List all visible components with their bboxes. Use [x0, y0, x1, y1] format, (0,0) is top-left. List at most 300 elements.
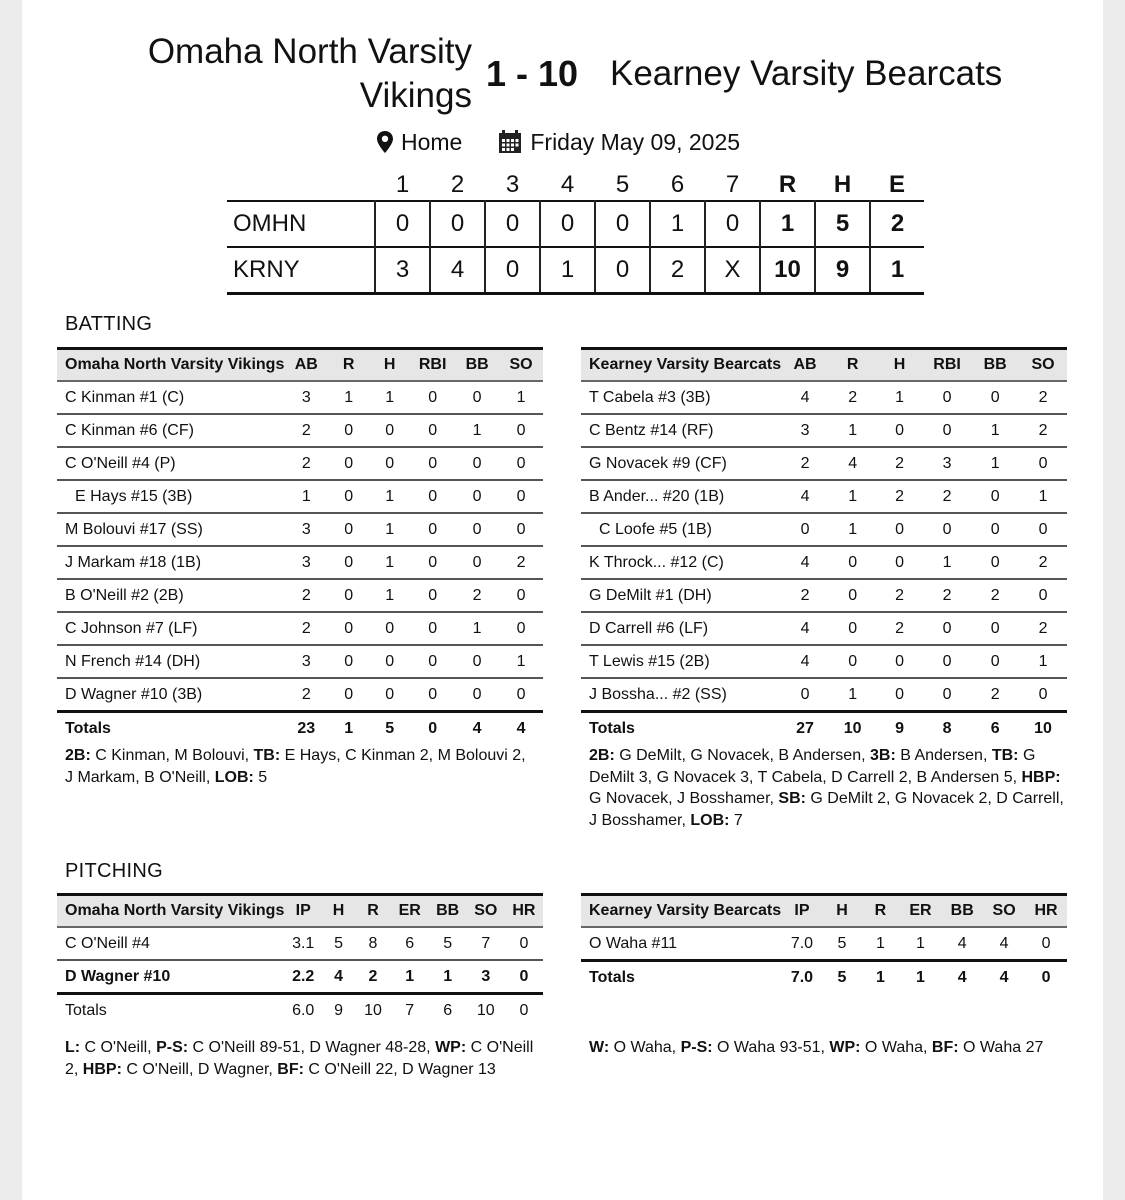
note-value: 7: [729, 811, 743, 829]
box-score-page: [22, 0, 1103, 1200]
totals-value: 6: [971, 712, 1019, 745]
stat-value: 0: [971, 612, 1019, 645]
inning-score: 0: [595, 201, 650, 247]
stat-col-header: AB: [284, 349, 328, 382]
stat-value: 2: [781, 579, 829, 612]
totals-value: 6.0: [284, 994, 322, 1027]
note-key: WP:: [829, 1039, 861, 1056]
stat-value: 0: [328, 546, 369, 579]
linescore-col-header: H: [833, 171, 852, 198]
stat-value: 2: [455, 579, 499, 612]
stat-value: 0: [410, 612, 455, 645]
note-value: O Waha 93-51,: [712, 1039, 830, 1056]
stat-value: 0: [876, 546, 923, 579]
linescore-col-header: 4: [560, 171, 575, 198]
stat-value: 7.0: [790, 934, 814, 952]
stat-value: 0: [455, 645, 499, 678]
stat-col-header: BB: [941, 895, 983, 928]
stat-value: 0: [328, 480, 369, 513]
totals-value: 1: [900, 961, 942, 994]
note-key: 2B:: [65, 747, 91, 764]
player-row: [581, 645, 1067, 678]
stat-value: 0: [369, 612, 410, 645]
stat-value: 0: [410, 447, 455, 480]
stat-value: 0: [876, 513, 923, 546]
totals-value: 9: [876, 712, 923, 745]
stat-value: 0: [1019, 447, 1067, 480]
stat-value: 1: [923, 546, 971, 579]
note-key: 2B:: [589, 747, 615, 764]
player-row: [57, 381, 543, 414]
stat-value: 0: [455, 381, 499, 414]
stat-value: 0: [328, 645, 369, 678]
pitching-section-title: PITCHING: [65, 860, 163, 882]
stat-value: 1: [499, 381, 543, 414]
linescore-col-header: E: [888, 171, 905, 198]
linescore-col-header: 5: [615, 171, 630, 198]
stat-value: 3: [481, 967, 491, 985]
note-key: BF:: [931, 1039, 959, 1056]
note-value: 5: [253, 768, 268, 786]
runs-total: 10: [760, 247, 815, 294]
stat-value: 0: [455, 447, 499, 480]
player-name: C Johnson #7 (LF): [57, 612, 284, 645]
stat-value: 0: [410, 513, 455, 546]
linescore-col-header: R: [778, 171, 797, 198]
totals-value: 0: [505, 994, 543, 1027]
note-key: L:: [65, 1039, 81, 1056]
stat-value: 0: [923, 513, 971, 546]
note-key: LOB:: [214, 768, 254, 786]
stat-col-header: HR: [505, 895, 543, 928]
stat-value: 4: [999, 934, 1009, 952]
player-name: K Throck... #12 (C): [581, 546, 781, 579]
stat-value: 2: [284, 612, 328, 645]
totals-value: 7.0: [781, 961, 823, 994]
stat-value: 1: [875, 934, 885, 952]
note-key: TB:: [991, 747, 1019, 764]
note-value: C O'Neill 2,: [65, 1039, 534, 1078]
stat-value: 0: [971, 480, 1019, 513]
stat-value: 4: [957, 934, 967, 952]
stat-value: 0: [895, 685, 905, 703]
player-row: [57, 447, 543, 480]
stat-value: 1: [369, 480, 410, 513]
player-name: J Markam #18 (1B): [57, 546, 284, 579]
away-batting-table: [581, 347, 1067, 744]
linescore-row: [227, 201, 924, 247]
home-pitching-notes: [65, 1037, 535, 1080]
player-name: C Kinman #6 (CF): [57, 414, 284, 447]
stat-value: 2: [301, 685, 311, 703]
stat-value: 0: [428, 685, 438, 703]
note-key: 3B:: [870, 747, 896, 764]
linescore-team: OMHN: [233, 210, 307, 237]
stat-value: 1: [915, 934, 925, 952]
player-name: C O'Neill #4: [57, 927, 284, 960]
stat-value: 0: [455, 513, 499, 546]
stat-col-header: BB: [455, 349, 499, 382]
stat-col-header: BB: [429, 895, 467, 928]
player-row: [57, 927, 543, 960]
note-value: B Andersen,: [895, 747, 992, 764]
stat-value: 4: [781, 381, 829, 414]
player-row: [581, 579, 1067, 612]
stat-value: 0: [328, 513, 369, 546]
stat-value: 0: [876, 645, 923, 678]
note-value: C Kinman, M Bolouvi,: [90, 747, 254, 764]
stat-value: 0: [344, 685, 354, 703]
inning-score: 0: [595, 247, 650, 294]
stat-value: 0: [1041, 934, 1051, 952]
stat-value: 5: [429, 927, 467, 960]
player-row: [57, 612, 543, 645]
home-batting-table: [57, 347, 543, 744]
stat-value: 3: [284, 546, 328, 579]
stat-value: 2: [876, 447, 923, 480]
stat-value: 2: [1019, 546, 1067, 579]
linescore-col-header: 6: [670, 171, 685, 198]
stat-value: 0: [410, 414, 455, 447]
totals-value: 1: [861, 961, 899, 994]
note-key: BF:: [277, 1060, 304, 1078]
stat-value: 0: [369, 645, 410, 678]
player-name: M Bolouvi #17 (SS): [57, 513, 284, 546]
calendar-icon: [498, 130, 522, 154]
hits-total: 5: [815, 201, 870, 247]
table-team-header: Kearney Varsity Bearcats: [581, 895, 781, 928]
away-pitching-notes: [589, 1037, 1059, 1059]
stat-value: 2: [990, 685, 1000, 703]
player-row: [57, 480, 543, 513]
totals-label: Totals: [57, 994, 284, 1027]
stat-value: 0: [385, 685, 395, 703]
stat-value: 0: [472, 685, 482, 703]
linescore-col-header: 1: [395, 171, 410, 198]
stat-value: 3: [284, 381, 328, 414]
stat-value: 2: [971, 579, 1019, 612]
stat-value: 2: [923, 480, 971, 513]
note-key: LOB:: [690, 811, 730, 829]
stat-value: 0: [942, 685, 952, 703]
stat-value: 1: [328, 381, 369, 414]
totals-value: 9: [322, 994, 355, 1027]
note-key: HBP:: [1021, 768, 1061, 786]
errors-total: 1: [870, 247, 924, 294]
player-row: [57, 546, 543, 579]
stat-value: 1: [848, 685, 858, 703]
stat-col-header: R: [829, 349, 876, 382]
stat-value: 2: [923, 579, 971, 612]
stat-value: 1: [829, 414, 876, 447]
stat-value: 0: [410, 381, 455, 414]
stat-col-header: R: [328, 349, 369, 382]
stat-col-header: H: [322, 895, 355, 928]
stat-value: 2: [499, 546, 543, 579]
player-name: O Waha #11: [589, 934, 678, 952]
stat-value: 0: [829, 546, 876, 579]
totals-row: [57, 712, 543, 745]
stat-value: 2.2: [292, 967, 315, 985]
stat-value: 2: [284, 447, 328, 480]
stat-value: 0: [923, 381, 971, 414]
stat-col-header: SO: [1019, 349, 1067, 382]
stat-col-header: BB: [971, 349, 1019, 382]
stat-value: 1: [369, 381, 410, 414]
note-value: G DeMilt, G Novacek, B Andersen,: [614, 747, 870, 764]
totals-value: 6: [429, 994, 467, 1027]
stat-value: 1: [971, 447, 1019, 480]
stat-value: 1: [369, 579, 410, 612]
player-name: T Lewis #15 (2B): [581, 645, 781, 678]
totals-value: 1: [328, 712, 369, 745]
stat-value: 2: [368, 967, 378, 985]
player-row: [57, 579, 543, 612]
game-date: Friday May 09, 2025: [530, 129, 741, 155]
player-name: D Wagner #10 (3B): [65, 685, 203, 703]
stat-value: 4: [781, 645, 829, 678]
totals-value: 0: [1025, 961, 1067, 994]
inning-score: 1: [540, 247, 595, 294]
player-row: [581, 447, 1067, 480]
stat-value: 1: [443, 967, 453, 985]
player-row: [581, 927, 1067, 961]
stat-col-header: H: [369, 349, 410, 382]
stat-value: 0: [516, 685, 526, 703]
stat-value: 0: [499, 447, 543, 480]
stat-value: 2: [1019, 414, 1067, 447]
stat-value: 5: [837, 934, 847, 952]
stat-value: 0: [369, 447, 410, 480]
note-key: TB:: [253, 747, 281, 764]
stat-value: 0: [781, 513, 829, 546]
totals-value: 5: [823, 961, 861, 994]
inning-score: 4: [430, 247, 485, 294]
stat-value: 0: [410, 579, 455, 612]
runs-total: 1: [760, 201, 815, 247]
stat-value: 0: [829, 645, 876, 678]
linescore-col-header: 3: [505, 171, 520, 198]
stat-value: 0: [328, 414, 369, 447]
stat-value: 0: [829, 612, 876, 645]
totals-value: 7: [391, 994, 429, 1027]
stat-value: 2: [876, 612, 923, 645]
stat-value: 1: [1019, 480, 1067, 513]
stat-value: 4: [781, 612, 829, 645]
totals-value: 10: [355, 994, 391, 1027]
home-batting-notes: [65, 745, 535, 788]
note-value: O Waha,: [609, 1039, 681, 1056]
stat-value: 0: [499, 414, 543, 447]
player-row: [581, 480, 1067, 513]
linescore-col-header: 7: [725, 171, 740, 198]
linescore-col-header: 2: [450, 171, 465, 198]
linescore-team: KRNY: [233, 256, 300, 283]
totals-label: Totals: [581, 712, 781, 745]
stat-value: 0: [971, 645, 1019, 678]
totals-value: 10: [829, 712, 876, 745]
player-name: B Ander... #20 (1B): [581, 480, 781, 513]
inning-score: 0: [430, 201, 485, 247]
stat-value: 1: [971, 414, 1019, 447]
stat-value: 0: [800, 685, 810, 703]
stat-value: 2: [1019, 612, 1067, 645]
inning-score: 1: [650, 201, 705, 247]
stat-value: 3.1: [284, 927, 322, 960]
stat-col-header: R: [861, 895, 899, 928]
stat-value: 0: [410, 645, 455, 678]
note-key: W:: [589, 1039, 610, 1056]
inning-score: 0: [485, 247, 540, 294]
totals-value: 4: [455, 712, 499, 745]
stat-value: 0: [369, 414, 410, 447]
stat-value: 0: [499, 513, 543, 546]
home-team-name: Omaha North Varsity Vikings: [147, 32, 472, 115]
stat-value: 1: [455, 612, 499, 645]
stat-value: 0: [505, 927, 543, 960]
note-value: G DeMilt 3, G Novacek 3, T Cabela, D Carrell 2, B Andersen 5,: [589, 747, 1036, 786]
stat-value: 0: [499, 480, 543, 513]
totals-value: 0: [410, 712, 455, 745]
note-key: P-S:: [156, 1039, 189, 1056]
totals-label: Totals: [581, 961, 781, 994]
note-value: G DeMilt 2, G Novacek 2, D Carrell, J Bosshamer,: [589, 790, 1064, 829]
stat-value: 1: [1019, 645, 1067, 678]
stat-value: 0: [455, 546, 499, 579]
totals-value: 4: [983, 961, 1025, 994]
note-key: P-S:: [680, 1039, 713, 1056]
player-name: D Wagner #10: [65, 967, 171, 985]
stat-col-header: RBI: [923, 349, 971, 382]
stat-value: 7: [467, 927, 505, 960]
note-value: O Waha,: [860, 1039, 932, 1056]
totals-value: 4: [499, 712, 543, 745]
table-team-header: Omaha North Varsity Vikings: [57, 895, 284, 928]
game-meta: [377, 128, 740, 156]
player-row: [581, 513, 1067, 546]
batting-section-title: BATTING: [65, 313, 153, 335]
player-row: [57, 960, 543, 994]
stat-value: 2: [284, 414, 328, 447]
player-row: [57, 678, 543, 712]
stat-value: 0: [1019, 513, 1067, 546]
stat-value: 8: [355, 927, 391, 960]
table-team-header: Omaha North Varsity Vikings: [57, 349, 284, 382]
stat-value: 0: [499, 579, 543, 612]
stat-value: 3: [781, 414, 829, 447]
stat-value: 6: [391, 927, 429, 960]
totals-row: [57, 994, 543, 1027]
stat-value: 0: [971, 546, 1019, 579]
note-key: HBP:: [82, 1060, 122, 1078]
stat-value: 1: [455, 414, 499, 447]
inning-score: 0: [705, 201, 760, 247]
inning-score: 0: [540, 201, 595, 247]
stat-value: 0: [971, 381, 1019, 414]
stat-value: 0: [1038, 685, 1048, 703]
player-row: [57, 414, 543, 447]
player-row: [581, 546, 1067, 579]
player-row: [581, 414, 1067, 447]
stat-col-header: IP: [284, 895, 322, 928]
player-name: C Bentz #14 (RF): [581, 414, 781, 447]
totals-label: Totals: [57, 712, 284, 745]
away-team-name: Kearney Varsity Bearcats: [610, 54, 1003, 93]
stat-value: 2: [876, 480, 923, 513]
stat-value: 4: [781, 480, 829, 513]
player-row: [57, 513, 543, 546]
stat-value: 0: [328, 579, 369, 612]
player-name: C O'Neill #4 (P): [57, 447, 284, 480]
stat-value: 0: [328, 612, 369, 645]
stat-value: 2: [1019, 381, 1067, 414]
note-value: E Hays, C Kinman 2, M Bolouvi 2, J Markam, B O'Neill,: [65, 747, 526, 786]
stat-value: 4: [829, 447, 876, 480]
stat-value: 1: [369, 513, 410, 546]
inning-score: X: [705, 247, 760, 294]
note-value: C O'Neill, D Wagner,: [121, 1060, 278, 1078]
stat-value: 2: [829, 381, 876, 414]
stat-value: 2: [876, 579, 923, 612]
inning-score: 2: [650, 247, 705, 294]
stat-value: 1: [369, 546, 410, 579]
stat-value: 1: [876, 381, 923, 414]
stat-value: 2: [781, 447, 829, 480]
totals-value: 10: [1019, 712, 1067, 745]
stat-value: 2: [284, 579, 328, 612]
away-pitching-table: [581, 893, 1067, 993]
stat-value: 4: [781, 546, 829, 579]
player-name: N French #14 (DH): [57, 645, 284, 678]
table-team-header: Kearney Varsity Bearcats: [581, 349, 781, 382]
inning-score: 3: [375, 247, 430, 294]
stat-col-header: IP: [781, 895, 823, 928]
stat-value: 0: [455, 480, 499, 513]
note-value: O Waha 27: [958, 1039, 1044, 1056]
player-name: G Novacek #9 (CF): [581, 447, 781, 480]
player-name: J Bossha... #2 (SS): [589, 685, 727, 703]
stat-value: 0: [410, 480, 455, 513]
totals-value: 27: [781, 712, 829, 745]
player-name: T Cabela #3 (3B): [581, 381, 781, 414]
player-row: [581, 678, 1067, 712]
stat-value: 0: [519, 967, 529, 985]
stat-value: 3: [284, 513, 328, 546]
stat-value: 0: [1019, 579, 1067, 612]
note-value: C O'Neill,: [80, 1039, 157, 1056]
stat-value: 3: [923, 447, 971, 480]
stat-col-header: H: [823, 895, 861, 928]
stat-col-header: SO: [467, 895, 505, 928]
stat-value: 0: [499, 612, 543, 645]
hits-total: 9: [815, 247, 870, 294]
totals-value: 8: [923, 712, 971, 745]
player-row: [57, 645, 543, 678]
player-name: C Loofe #5 (1B): [581, 513, 781, 546]
stat-value: 1: [499, 645, 543, 678]
inning-score: 0: [485, 201, 540, 247]
linescore-row: [227, 247, 924, 294]
stat-value: 3: [284, 645, 328, 678]
stat-value: 1: [829, 480, 876, 513]
home-pitching-table: [57, 893, 543, 1026]
totals-row: [581, 961, 1067, 994]
line-score-table: [227, 170, 924, 295]
stat-value: 4: [334, 967, 344, 985]
errors-total: 2: [870, 201, 924, 247]
stat-value: 0: [923, 612, 971, 645]
final-score: 1 - 10: [485, 53, 579, 94]
